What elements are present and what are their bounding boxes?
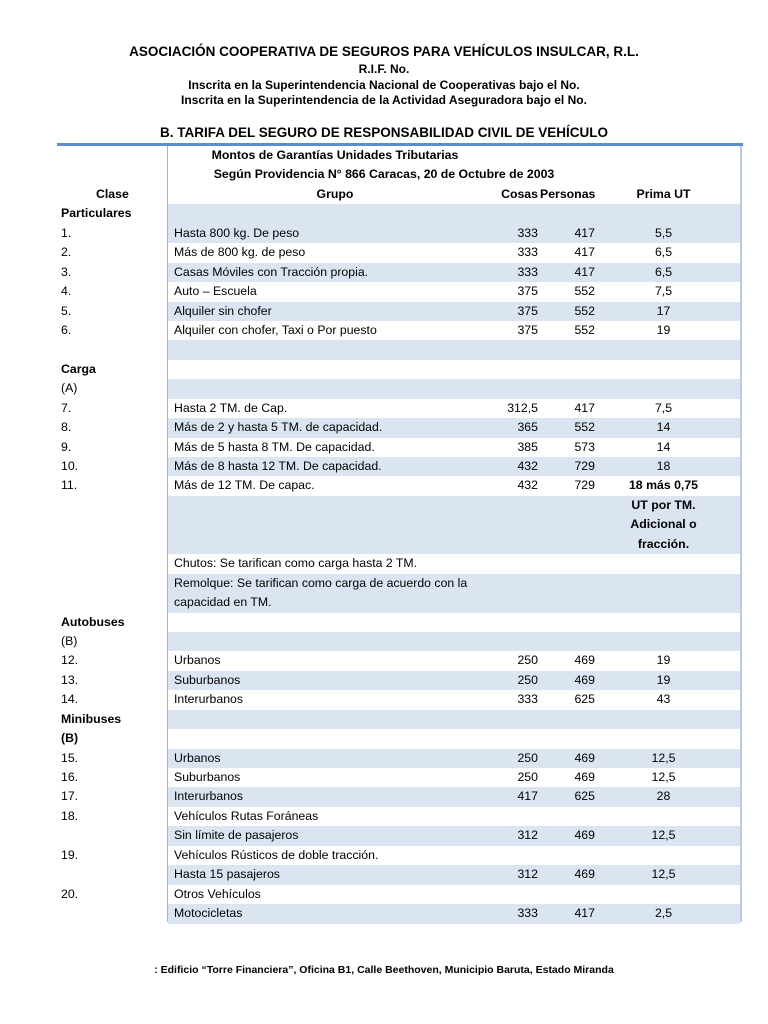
row-band xyxy=(168,379,740,398)
cell-grupo: Hasta 2 TM. de Cap. xyxy=(174,400,288,415)
cell-grupo: Otros Vehículos xyxy=(174,886,261,901)
cell-grupo: Vehículos Rústicos de doble tracción. xyxy=(174,847,379,862)
table-subtitle-1: Montos de Garantías Unidades Tributarias xyxy=(211,148,459,162)
cell-grupo: Más de 2 y hasta 5 TM. de capacidad. xyxy=(174,420,383,435)
cell-grupo: Suburbanos xyxy=(174,672,241,687)
cell-clase: Autobuses xyxy=(61,614,125,629)
cell-personas: 417 xyxy=(574,906,595,921)
cell-clase: Carga xyxy=(61,361,96,376)
cell-prima: 18 más 0,75 xyxy=(628,478,699,493)
cell-personas: 625 xyxy=(574,789,595,804)
cell-cosas: 385 xyxy=(517,439,538,454)
column-header-grupo: Grupo xyxy=(316,186,354,201)
cell-personas: 552 xyxy=(574,420,595,435)
cell-prima: 19 xyxy=(656,322,671,337)
cell-cosas: 333 xyxy=(517,692,538,707)
cell-prima: 2,5 xyxy=(654,906,673,921)
table-row xyxy=(0,282,768,301)
cell-prima: 14 xyxy=(656,439,671,454)
cell-clase: 14. xyxy=(61,692,79,707)
cell-cosas: 375 xyxy=(517,322,538,337)
cell-prima: 28 xyxy=(656,789,671,804)
cell-prima: Adicional o xyxy=(630,517,697,532)
cell-grupo: Más de 5 hasta 8 TM. De capacidad. xyxy=(174,439,375,454)
section-title: B. TARIFA DEL SEGURO DE RESPONSABILIDAD CIVIL DE VEHÍCULO xyxy=(159,125,609,140)
table-row xyxy=(0,826,768,845)
cell-personas: 469 xyxy=(574,750,595,765)
column-header-personas: Personas xyxy=(540,186,596,201)
cell-grupo: Suburbanos xyxy=(174,770,241,784)
table-row xyxy=(0,340,768,359)
table-row xyxy=(0,379,768,398)
cell-prima: 18 xyxy=(656,459,671,473)
cell-clase: 2. xyxy=(61,245,72,260)
table-row xyxy=(0,632,768,651)
table-row xyxy=(0,321,768,340)
cell-clase: (B) xyxy=(61,731,79,746)
cell-personas: 469 xyxy=(574,653,595,668)
table-row xyxy=(0,593,768,612)
column-header-prima: Prima UT xyxy=(636,186,691,201)
cell-personas: 417 xyxy=(574,400,595,415)
cell-grupo: Auto – Escuela xyxy=(174,284,257,299)
cell-prima: 14 xyxy=(656,420,671,435)
cell-clase: 3. xyxy=(61,264,72,279)
cell-cosas: 333 xyxy=(517,245,538,260)
table-subtitle-2: Según Providencia N° 866 Caracas, 20 de Octubre de 2003 xyxy=(213,167,555,182)
cell-personas: 469 xyxy=(574,672,595,687)
cell-personas: 552 xyxy=(574,322,595,337)
row-band xyxy=(168,360,740,379)
cell-cosas: 432 xyxy=(517,459,538,473)
cell-prima: UT por TM. xyxy=(631,497,696,512)
cell-grupo: Chutos: Se tarifican como carga hasta 2 TM. xyxy=(174,556,418,571)
table-row xyxy=(0,302,768,321)
table-row xyxy=(0,671,768,690)
cell-personas: 469 xyxy=(574,770,595,784)
cell-clase: 19. xyxy=(61,847,79,862)
cell-prima: 19 xyxy=(656,672,671,687)
table-row xyxy=(0,243,768,262)
cell-prima: 7,5 xyxy=(654,284,673,299)
cell-clase: 1. xyxy=(61,225,72,240)
table-row xyxy=(0,690,768,709)
cell-personas: 417 xyxy=(574,225,595,240)
cell-clase: 5. xyxy=(61,303,72,318)
cell-clase: (A) xyxy=(61,381,78,396)
column-divider xyxy=(167,146,168,922)
cell-cosas: 250 xyxy=(517,770,538,784)
cell-cosas: 312,5 xyxy=(507,400,538,415)
cell-grupo: Interurbanos xyxy=(174,692,244,707)
table-row xyxy=(0,865,768,884)
cell-prima: 17 xyxy=(656,303,671,318)
cell-cosas: 250 xyxy=(517,653,538,668)
column-header-cosas: Cosas xyxy=(501,186,538,201)
cell-prima: 12,5 xyxy=(651,770,676,784)
cell-clase: 9. xyxy=(61,439,72,454)
row-band xyxy=(168,710,740,729)
cell-prima: 12,5 xyxy=(651,867,676,882)
cell-clase: 6. xyxy=(61,322,72,337)
table-row xyxy=(0,574,768,593)
table-row xyxy=(0,729,768,748)
table-row xyxy=(0,165,768,184)
cell-personas: 573 xyxy=(574,439,595,454)
table-row xyxy=(0,535,768,554)
cell-clase: 16. xyxy=(61,770,79,784)
table-right-border xyxy=(740,146,742,922)
table-row xyxy=(0,438,768,457)
cell-clase: 20. xyxy=(61,886,79,901)
table-row xyxy=(0,146,768,165)
cell-cosas: 432 xyxy=(517,478,538,493)
cell-personas: 552 xyxy=(574,284,595,299)
row-band xyxy=(168,340,740,359)
cell-clase: (B) xyxy=(61,633,78,648)
table-row xyxy=(0,885,768,904)
table-row xyxy=(0,846,768,865)
table-row xyxy=(0,496,768,515)
cell-grupo: Urbanos xyxy=(174,653,221,668)
cell-personas: 417 xyxy=(574,264,595,279)
cell-prima: 12,5 xyxy=(651,828,676,843)
table-row xyxy=(0,457,768,476)
cell-clase: Particulares xyxy=(61,206,132,221)
table-row xyxy=(0,768,768,787)
cell-cosas: 365 xyxy=(517,420,538,435)
cell-cosas: 312 xyxy=(517,867,538,882)
cell-cosas: 333 xyxy=(517,906,538,921)
table-row xyxy=(0,613,768,632)
table-row xyxy=(0,204,768,223)
cell-grupo: Remolque: Se tarifican como carga de acuerdo con la xyxy=(174,575,468,590)
cell-cosas: 312 xyxy=(517,828,538,843)
column-header-clase: Clase xyxy=(96,186,129,201)
organization-name: ASOCIACIÓN COOPERATIVA DE SEGUROS PARA VEHÍCULOS INSULCAR, R.L. xyxy=(129,44,639,59)
table-row xyxy=(0,554,768,573)
cell-grupo: Más de 12 TM. De capac. xyxy=(174,478,315,493)
cell-prima: 6,5 xyxy=(654,264,673,279)
cell-grupo: Hasta 15 pasajeros xyxy=(174,867,280,882)
cell-clase: 15. xyxy=(61,750,79,765)
cell-clase: 8. xyxy=(61,420,72,435)
cell-clase: 11. xyxy=(61,478,78,493)
cell-grupo: Urbanos xyxy=(174,750,221,765)
cell-grupo: Alquiler sin chofer xyxy=(174,303,272,318)
footer-address: : Edificio “Torre Financiera”, Oficina B1, Calle Beethoven, Municipio Baruta, Estado Miranda xyxy=(154,964,614,976)
cell-clase: 18. xyxy=(61,808,79,823)
row-band xyxy=(168,613,740,632)
cell-prima: fracción. xyxy=(637,536,690,551)
table-row xyxy=(0,807,768,826)
cell-grupo: Casas Móviles con Tracción propia. xyxy=(174,264,369,279)
cell-cosas: 250 xyxy=(517,672,538,687)
table-row xyxy=(0,360,768,379)
table-row xyxy=(0,418,768,437)
table-row xyxy=(0,749,768,768)
cell-personas: 729 xyxy=(574,478,595,493)
cell-clase: 4. xyxy=(61,284,72,299)
cell-personas: 469 xyxy=(574,828,595,843)
cell-cosas: 417 xyxy=(517,789,538,804)
cell-clase: 7. xyxy=(61,400,72,415)
cell-grupo: Hasta 800 kg. De peso xyxy=(174,225,300,240)
table-row xyxy=(0,263,768,282)
cell-personas: 552 xyxy=(574,303,595,318)
cell-grupo: Motocicletas xyxy=(174,906,243,921)
cell-personas: 417 xyxy=(574,245,595,260)
cell-cosas: 333 xyxy=(517,264,538,279)
cell-grupo: capacidad en TM. xyxy=(174,595,272,610)
cell-grupo: Más de 8 hasta 12 TM. De capacidad. xyxy=(174,459,382,473)
cell-prima: 6,5 xyxy=(654,245,673,260)
registration-line-1: Inscrita en la Superintendencia Nacional de Cooperativas bajo el No. xyxy=(188,78,580,92)
table-row xyxy=(0,399,768,418)
table-row xyxy=(0,224,768,243)
cell-clase: 13. xyxy=(61,672,79,687)
cell-clase: 17. xyxy=(61,789,79,804)
cell-clase: Minibuses xyxy=(61,711,122,726)
table-row xyxy=(0,904,768,923)
cell-grupo: Alquiler con chofer, Taxi o Por puesto xyxy=(174,322,377,337)
cell-cosas: 333 xyxy=(517,225,538,240)
cell-grupo: Más de 800 kg. de peso xyxy=(174,245,306,260)
cell-personas: 729 xyxy=(574,459,595,473)
table-row xyxy=(0,787,768,806)
cell-prima: 7,5 xyxy=(654,400,673,415)
table-row xyxy=(0,710,768,729)
cell-cosas: 250 xyxy=(517,750,538,765)
row-band xyxy=(168,632,740,651)
cell-prima: 5,5 xyxy=(654,225,673,240)
cell-grupo: Sin límite de pasajeros xyxy=(174,828,299,843)
registration-line-2: Inscrita en la Superintendencia de la Actividad Aseguradora bajo el No. xyxy=(181,93,587,107)
cell-personas: 625 xyxy=(574,692,595,707)
cell-clase: 12. xyxy=(61,653,79,668)
tariff-table xyxy=(0,146,768,924)
cell-prima: 19 xyxy=(656,653,671,668)
cell-cosas: 375 xyxy=(517,303,538,318)
rif-line: R.I.F. No. xyxy=(358,62,410,76)
table-row xyxy=(0,651,768,670)
cell-grupo: Interurbanos xyxy=(174,789,244,804)
table-row xyxy=(0,185,768,204)
row-band xyxy=(168,729,740,748)
cell-personas: 469 xyxy=(574,867,595,882)
cell-prima: 43 xyxy=(656,692,671,707)
cell-cosas: 375 xyxy=(517,284,538,299)
table-row xyxy=(0,515,768,534)
cell-prima: 12,5 xyxy=(651,750,676,765)
cell-clase: 10. xyxy=(61,459,79,473)
row-band xyxy=(168,204,740,223)
table-row xyxy=(0,476,768,495)
cell-grupo: Vehículos Rutas Foráneas xyxy=(174,808,319,823)
